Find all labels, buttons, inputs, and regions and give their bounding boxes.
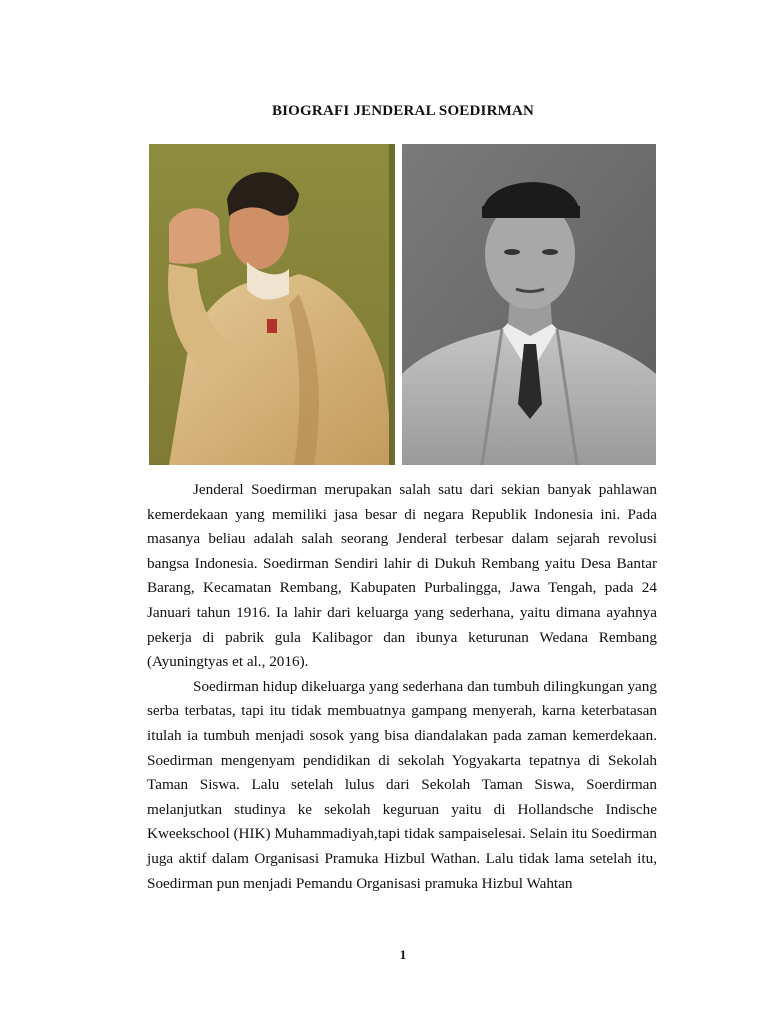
portrait-painting-image — [149, 144, 395, 465]
portrait-photograph-image — [402, 144, 656, 465]
paragraph: Soedirman hidup dikeluarga yang sederhana dan tumbuh dilingkungan yang serba terbatas, tapi itu tidak membuatnya gampang menyerah, karna keterbatasan itulah ia tumbuh menjadi sosok yang bisa diandalakan pada zaman kemerdekaan. Soedirman mengenyam pendidikan di sekolah Yogyakarta tepatnya di Sekolah Taman Siswa. Lalu setelah lulus dari Sekolah Taman Siswa, Soerdirman melanjutkan studinya ke sekolah keguruan yaitu di Hollandsche Indische Kweekschool (HIK) Muhammadiyah,tapi tidak sampaiselesai. Selain itu Soedirman juga aktif dalam Organisasi Pramuka Hizbul Wathan. Lalu tidak lama setelah itu, Soedirman pun menjadi Pemandu Organisasi pramuka Hizbul Wahtan — [147, 677, 657, 892]
document-title: BIOGRAFI JENDERAL SOEDIRMAN — [271, 103, 535, 119]
body-text — [147, 478, 657, 896]
page-number: 1 — [399, 947, 407, 962]
paragraph: Jenderal Soedirman merupakan salah satu dari sekian banyak pahlawan kemerdekaan yang memiliki jasa besar di negara Republik Indonesia ini. Pada masanya beliau adalah salah seorang Jenderal terbesar dalam sejarah revolusi bangsa Indonesia. Soedirman Sendiri lahir di Dukuh Rembang yaitu Desa Bantar Barang, Kecamatan Rembang, Kabupaten Purbalingga, Jawa Tengah, pada 24 Januari tahun 1916. Ia lahir dari keluarga yang sederhana, yaitu dimana ayahnya pekerja di pabrik gula Kalibagor dan ibunya keturunan Wedana Rembang (Ayuningtyas et al., 2016). — [147, 481, 657, 671]
